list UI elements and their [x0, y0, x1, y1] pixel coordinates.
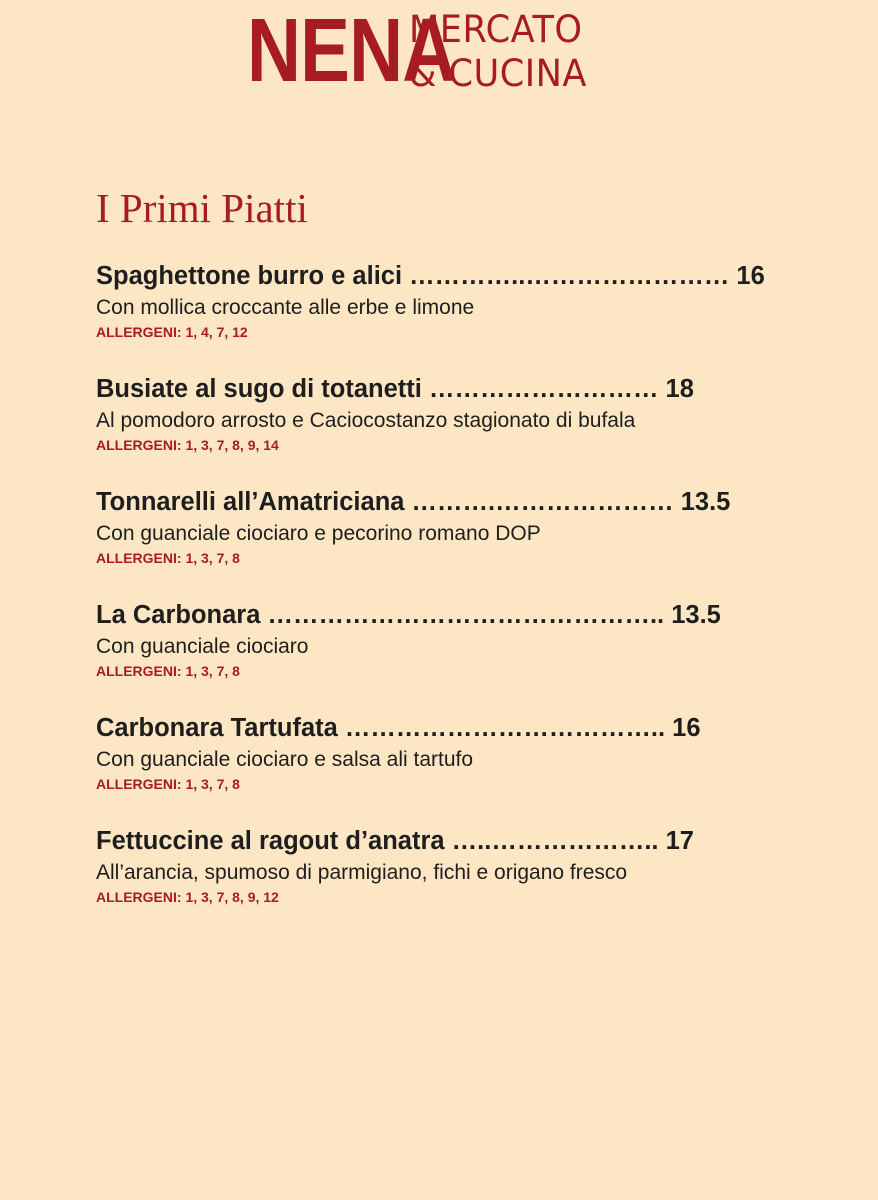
item-description: Al pomodoro arrosto e Caciocostanzo stagionato di bufala: [96, 409, 636, 432]
item-allergens: ALLERGENI: 1, 3, 7, 8: [96, 776, 240, 792]
section-title: I Primi Piatti: [96, 185, 308, 231]
item-name: Busiate al sugo di totanetti: [96, 375, 422, 403]
menu-item: [96, 597, 856, 710]
item-allergens: ALLERGENI: 1, 3, 7, 8, 9, 12: [96, 889, 279, 905]
item-dot-leader: ………………………………..: [337, 714, 673, 742]
item-price: 17: [665, 827, 694, 855]
item-description: All’arancia, spumoso di parmigiano, fichi e origano fresco: [96, 861, 628, 884]
item-line: [96, 597, 856, 633]
item-allergens: ALLERGENI: 1, 3, 7, 8: [96, 663, 240, 679]
item-price: 16: [672, 714, 701, 742]
menu-list: [96, 258, 856, 936]
item-dot-leader: ………………………: [421, 375, 666, 403]
brand-logo: [247, 1, 647, 101]
item-dot-leader: ……….…………………: [404, 488, 681, 516]
item-price: 18: [665, 375, 694, 403]
item-allergens: ALLERGENI: 1, 3, 7, 8: [96, 550, 240, 566]
menu-item: [96, 371, 856, 484]
item-allergens: ALLERGENI: 1, 4, 7, 12: [96, 324, 248, 340]
menu-item: [96, 484, 856, 597]
item-line: [96, 258, 856, 294]
item-name: Fettuccine al ragout d’anatra: [96, 827, 445, 855]
logo-line-cucina: & CUCINA: [409, 52, 587, 95]
item-dot-leader: …..………………..: [444, 827, 666, 855]
item-line: [96, 484, 856, 520]
menu-item: [96, 823, 856, 936]
item-description: Con mollica croccante alle erbe e limone: [96, 296, 475, 319]
item-price: 13.5: [680, 488, 731, 516]
item-price: 16: [736, 262, 765, 290]
item-description: Con guanciale ciociaro: [96, 635, 309, 658]
logo-line-mercato: MERCATO: [409, 8, 583, 51]
item-name: Tonnarelli all’Amatriciana: [96, 488, 405, 516]
item-dot-leader: ………………………………………..: [260, 601, 672, 629]
item-allergens: ALLERGENI: 1, 3, 7, 8, 9, 14: [96, 437, 279, 453]
menu-item: [96, 710, 856, 823]
item-line: [96, 823, 856, 859]
item-price: 13.5: [671, 601, 721, 629]
logo-wordmark-nena: NENA: [247, 1, 456, 101]
item-line: [96, 710, 856, 746]
item-line: [96, 371, 856, 407]
item-name: Carbonara Tartufata: [96, 714, 338, 742]
item-name: La Carbonara: [96, 601, 261, 629]
menu-item: [96, 258, 856, 371]
item-dot-leader: …………..……………………: [402, 262, 737, 290]
item-description: Con guanciale ciociaro e salsa ali tartufo: [96, 748, 474, 771]
item-name: Spaghettone burro e alici: [96, 262, 403, 290]
item-description: Con guanciale ciociaro e pecorino romano DOP: [96, 522, 541, 545]
